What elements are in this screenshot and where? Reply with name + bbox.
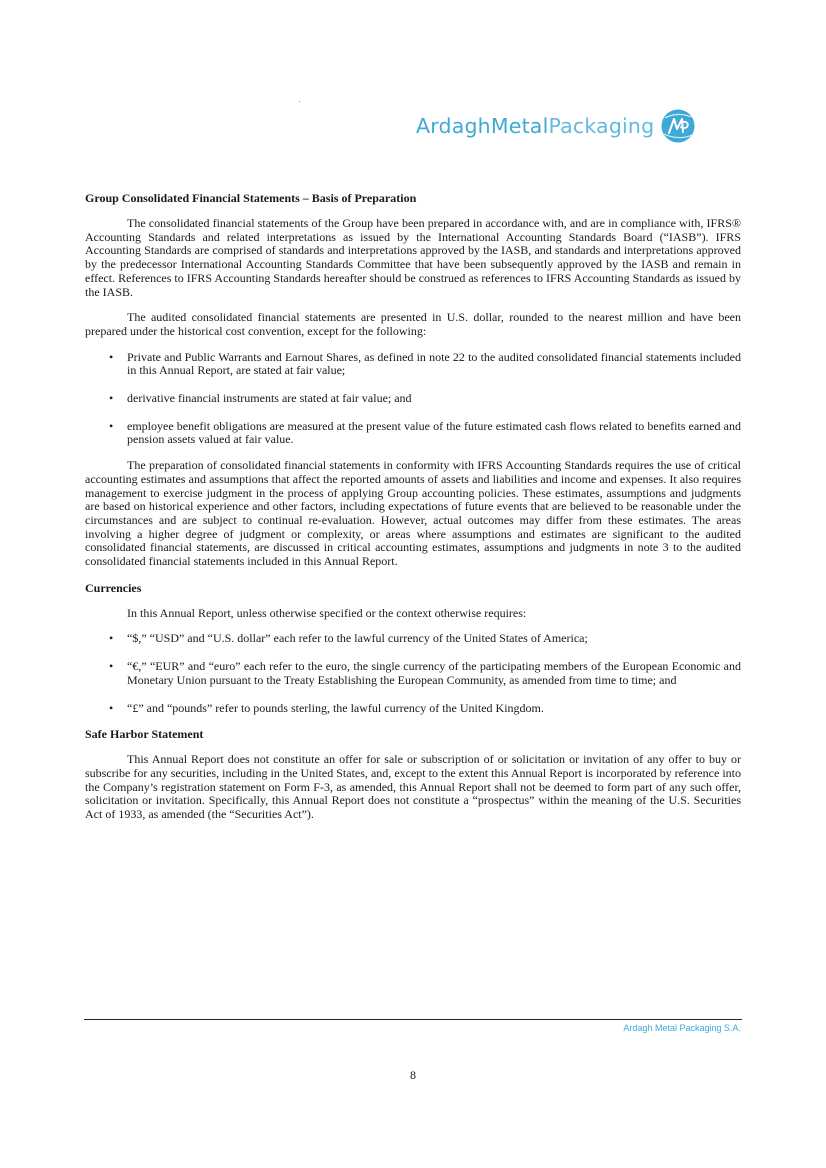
footer-company-name: Ardagh Metal Packaging S.A. — [623, 1023, 741, 1033]
list-item — [109, 391, 741, 406]
list-item — [109, 659, 741, 687]
paragraph: The audited consolidated financial statements are presented in U.S. dollar, rounded to the nearest million and have been prepared under the historical cost convention, except for the following: — [85, 310, 741, 338]
bullet-glyph: • — [109, 391, 114, 406]
bullet-glyph: • — [109, 349, 114, 364]
page-number: 8 — [410, 1068, 416, 1082]
list-item — [109, 631, 741, 646]
bullet-glyph: • — [109, 659, 114, 674]
list-item — [109, 349, 741, 378]
list-item — [109, 418, 741, 447]
bullet-glyph: • — [109, 418, 114, 433]
section-title-basis: Group Consolidated Financial Statements – Basis of Preparation — [85, 191, 417, 205]
company-logo — [416, 104, 722, 148]
logo-wordmark-part2: Packaging — [548, 114, 655, 138]
bullet-list — [85, 351, 741, 448]
list-item-text: “£” and “pounds” refer to pounds sterling, the lawful currency of the United Kingdom. — [127, 700, 544, 715]
list-item-text: “€,” “EUR” and “euro” each refer to the euro, the single currency of the participating members of the European Economic and Monetary Union pursuant to the Treaty Establishing the European Community, as amended from time to time; and — [127, 659, 741, 687]
paragraph: The consolidated financial statements of the Group have been prepared in accordance with, and are in compliance with, IFRS® Accounting Standards and related interpretations as issued by the International Accounting Standards Board (“IASB”). IFRS Accounting Standards are comprised of standards and interpretations approved by the IASB, and standards and interpretations approved by the predecessor International Accounting Standards Committee that have been subsequently approved by the IASB and remain in effect. References to IFRS Accounting Standards hereafter should be construed as references to IFRS Accounting Standards as issued by the IASB. — [85, 216, 741, 299]
list-item-text: “$,” “USD” and “U.S. dollar” each refer to the lawful currency of the United States of America; — [127, 631, 588, 646]
list-item-text: Private and Public Warrants and Earnout Shares, as defined in note 22 to the audited consolidated financial statements included in this Annual Report, are stated at fair value; — [127, 349, 741, 378]
list-item-text: derivative financial instruments are stated at fair value; and — [127, 391, 412, 406]
bullet-glyph: • — [109, 631, 114, 646]
paragraph: The preparation of consolidated financial statements in conformity with IFRS Accounting Standards requires the use of critical accounting estimates and assumptions that affect the reported amounts of assets and liabilities and income and expenses. It also requires management to exercise judgment in the process of applying Group accounting policies. These estimates, assumptions and judgments are based on historical experience and other factors, including expectations of future events that are believed to be reasonable under the circumstances and are subject to continual re-evaluation. However, actual outcomes may differ from these estimates. The areas involving a higher degree of judgment or complexity, or areas where assumptions and estimates are significant to the audited consolidated financial statements, are discussed in critical accounting estimates, assumptions and judgments in note 3 to the audited consolidated financial statements included in this Annual Report. — [85, 458, 741, 569]
section-title-safe-harbor: Safe Harbor Statement — [85, 727, 204, 742]
list-item-text: employee benefit obligations are measured at the present value of the future estimated cash flows related to benefits earned and pension assets valued at fair value. — [127, 418, 741, 447]
bullet-list — [85, 632, 741, 715]
paragraph: In this Annual Report, unless otherwise specified or the context otherwise requires: — [127, 605, 527, 620]
bullet-glyph: • — [109, 700, 114, 715]
document-body — [85, 191, 741, 834]
amp-monogram-icon — [660, 108, 696, 144]
footer-divider — [84, 1019, 742, 1020]
paragraph: This Annual Report does not constitute an offer for sale or subscription of or solicitation or invitation of any offer to buy or subscribe for any securities, including in the United States, and, except to the extent this Annual Report is incorporated by reference into the Company’s registration statement on Form F-3, as amended, this Annual Report shall not be deemed to form part of any such offer, solicitation or invitation. Specifically, this Annual Report does not constitute a “prospectus” within the meaning of the U.S. Securities Act of 1933, as amended (the “Securities Act”). — [85, 752, 741, 822]
list-item — [109, 700, 741, 716]
section-title-currencies: Currencies — [85, 580, 142, 595]
logo-wordmark-part1: ArdaghMetal — [416, 114, 549, 138]
stray-mark — [299, 101, 300, 102]
logo-wordmark — [416, 114, 654, 138]
